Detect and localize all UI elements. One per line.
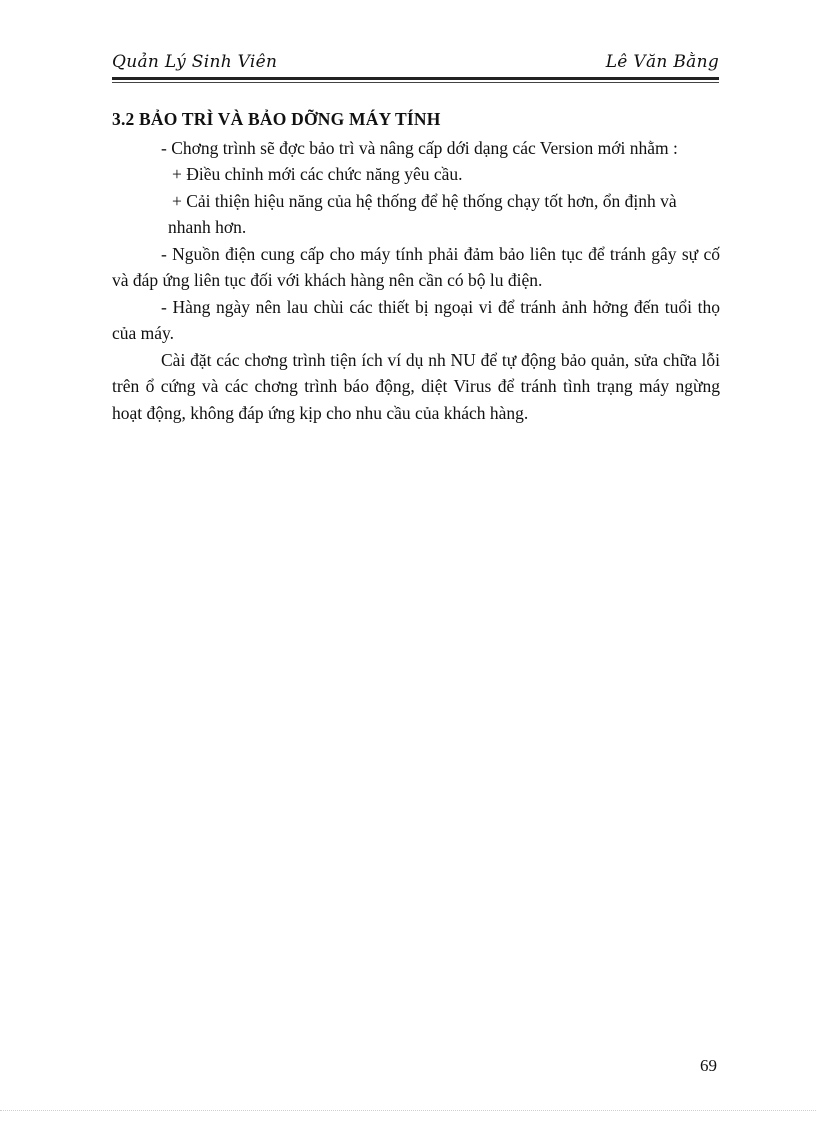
paragraph-maintenance: - Chơng trình sẽ đợc bảo trì và nâng cấp dới dạng các Version mới nhằm : — [161, 137, 678, 158]
page-header — [112, 52, 719, 76]
document-body — [112, 106, 720, 426]
page-number: 69 — [700, 1056, 717, 1075]
paragraph-cleaning: - Hàng ngày nên lau chùi các thiết bị ngoại vi để tránh ảnh hởng đến tuổi thọ của máy. — [112, 296, 720, 343]
header-rule-thin — [112, 82, 719, 83]
page-bottom-border — [0, 1110, 816, 1111]
section-heading: 3.2 BẢO TRÌ VÀ BẢO DỠNG MÁY TÍNH — [112, 109, 441, 129]
paragraph-utilities: Cài đặt các chơng trình tiện ích ví dụ nh NU để tự động bảo quản, sửa chữa lỗi trên ổ cứng và các chơng trình báo động, diệt Virus để tránh tình trạng máy ngừng hoạt động, không đáp ứng kịp cho nhu cầu của khách hàng. — [112, 349, 720, 423]
header-title: Quản Lý Sinh Viên — [112, 52, 278, 72]
list-item: + Cải thiện hiệu năng của hệ thống để hệ thống chạy tốt hơn, ổn định và nhanh hơn. — [168, 190, 677, 237]
list-item: + Điều chỉnh mới các chức năng yêu cầu. — [172, 164, 463, 184]
header-rule — [112, 77, 719, 80]
header-author: Lê Văn Bằng — [605, 52, 719, 72]
paragraph-power: - Nguồn điện cung cấp cho máy tính phải đảm bảo liên tục để tránh gây sự cố và đáp ứng liên tục đối với khách hàng nên cần có bộ lu điện. — [112, 243, 720, 290]
